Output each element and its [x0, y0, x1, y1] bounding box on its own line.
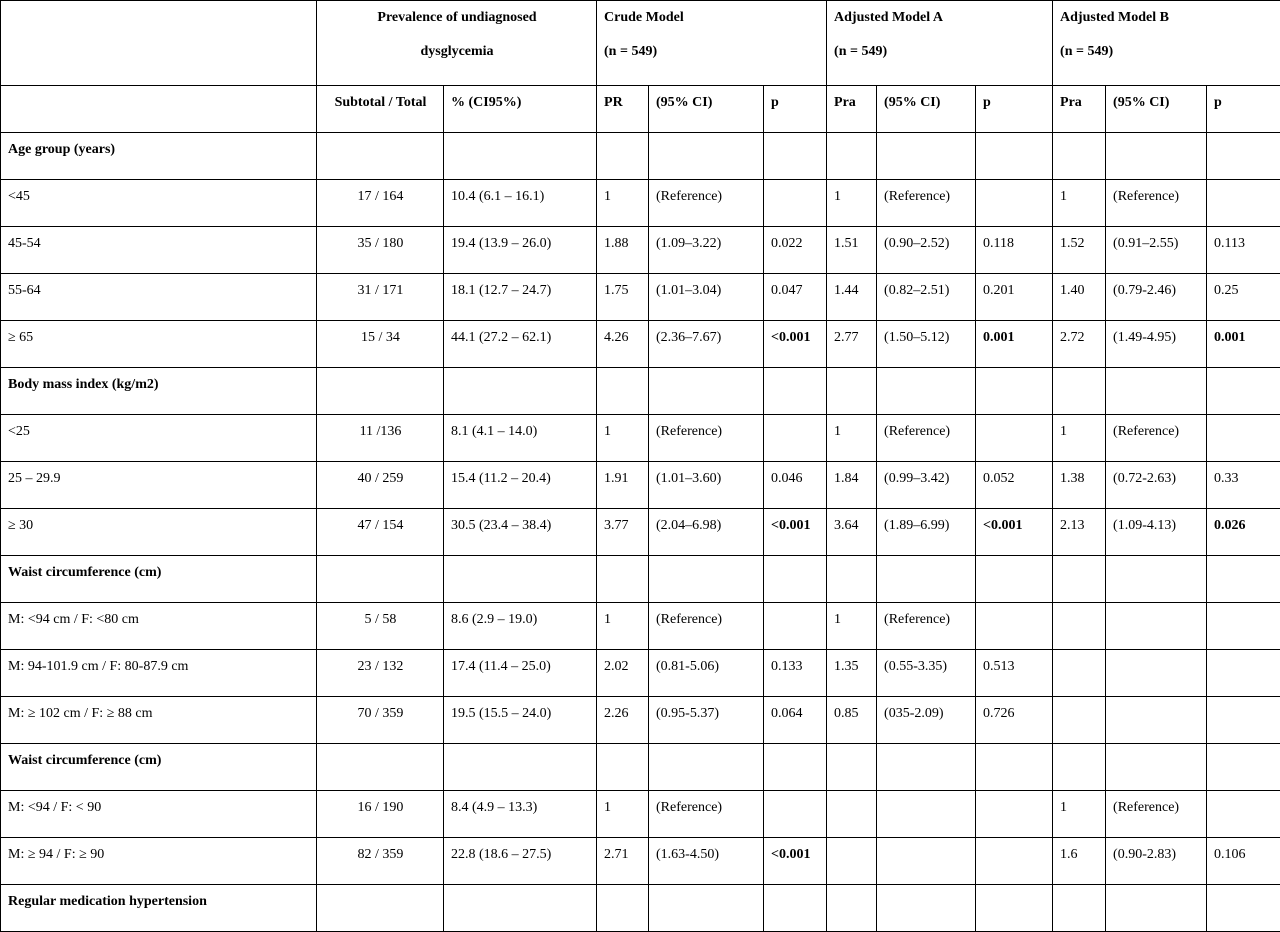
cell-subtotal-total: 23 / 132: [317, 650, 444, 697]
cell-ci-crude: [649, 368, 764, 415]
section-label: Waist circumference (cm): [1, 744, 317, 791]
cell-subtotal-total: 35 / 180: [317, 227, 444, 274]
adjusted-model-b-title: Adjusted Model B: [1060, 9, 1274, 26]
cell-pra-a: 1.84: [827, 462, 877, 509]
cell-ci-a: (Reference): [877, 180, 976, 227]
table-row: [1, 462, 1280, 509]
cell-pra-b: [1053, 697, 1106, 744]
cell-p-a: [976, 180, 1053, 227]
cell-p-a: [976, 415, 1053, 462]
section-label: Body mass index (kg/m2): [1, 368, 317, 415]
cell-ci-b: (Reference): [1106, 415, 1207, 462]
cell-pra-a: [827, 368, 877, 415]
table-row: [1, 509, 1280, 556]
cell-p-b: 0.026: [1207, 509, 1280, 556]
cell-ci-a: (Reference): [877, 415, 976, 462]
cell-p-crude: [764, 556, 827, 603]
cell-pra-b: [1053, 603, 1106, 650]
cell-subtotal-total: 70 / 359: [317, 697, 444, 744]
cell-ci-b: (0.90-2.83): [1106, 838, 1207, 885]
col-p-b: p: [1207, 86, 1280, 133]
cell-pra-a: [827, 838, 877, 885]
cell-p-b: [1207, 650, 1280, 697]
col-pra-b: Pra: [1053, 86, 1106, 133]
cell-ci-a: (1.50–5.12): [877, 321, 976, 368]
cell-ci-crude: (Reference): [649, 791, 764, 838]
cell-p-crude: [764, 415, 827, 462]
row-label: ≥ 65: [1, 321, 317, 368]
header-row-columns: [1, 86, 1280, 133]
cell-pr: 1.91: [597, 462, 649, 509]
col-ci-a: (95% CI): [877, 86, 976, 133]
table-row: [1, 415, 1280, 462]
cell-ci-crude: (0.95-5.37): [649, 697, 764, 744]
cell-p-crude: <0.001: [764, 838, 827, 885]
col-pr: PR: [597, 86, 649, 133]
cell-pra-a: 1.35: [827, 650, 877, 697]
col-ci-crude: (95% CI): [649, 86, 764, 133]
cell-pra-b: [1053, 368, 1106, 415]
prevalence-header-line1: Prevalence of undiagnosed: [324, 1, 590, 35]
row-label: 25 – 29.9: [1, 462, 317, 509]
cell-ci-crude: (1.63-4.50): [649, 838, 764, 885]
table-row: [1, 180, 1280, 227]
section-row: [1, 133, 1280, 180]
cell-p-crude: 0.133: [764, 650, 827, 697]
cell-percent-ci: 22.8 (18.6 – 27.5): [444, 838, 597, 885]
col-pra-a: Pra: [827, 86, 877, 133]
row-label: 55-64: [1, 274, 317, 321]
cell-pr: [597, 744, 649, 791]
cell-p-b: [1207, 744, 1280, 791]
cell-pr: 1.75: [597, 274, 649, 321]
cell-pra-b: [1053, 133, 1106, 180]
table-row: [1, 321, 1280, 368]
cell-ci-a: [877, 885, 976, 932]
cell-pr: 1: [597, 603, 649, 650]
cell-ci-crude: (2.04–6.98): [649, 509, 764, 556]
cell-ci-crude: [649, 556, 764, 603]
cell-p-crude: 0.022: [764, 227, 827, 274]
cell-ci-crude: [649, 744, 764, 791]
cell-pra-a: [827, 744, 877, 791]
cell-p-a: [976, 744, 1053, 791]
cell-ci-a: (035-2.09): [877, 697, 976, 744]
cell-p-b: 0.001: [1207, 321, 1280, 368]
cell-ci-crude: (Reference): [649, 603, 764, 650]
cell-ci-crude: (2.36–7.67): [649, 321, 764, 368]
cell-pra-b: 1.40: [1053, 274, 1106, 321]
cell-ci-b: [1106, 650, 1207, 697]
cell-subtotal-total: 5 / 58: [317, 603, 444, 650]
cell-p-b: [1207, 415, 1280, 462]
cell-subtotal-total: [317, 556, 444, 603]
cell-p-a: 0.052: [976, 462, 1053, 509]
cell-p-crude: [764, 744, 827, 791]
cell-subtotal-total: [317, 368, 444, 415]
cell-p-a: 0.118: [976, 227, 1053, 274]
cell-percent-ci: 19.5 (15.5 – 24.0): [444, 697, 597, 744]
adjusted-model-a-header: [827, 1, 1053, 86]
cell-pra-a: [827, 791, 877, 838]
cell-p-a: 0.201: [976, 274, 1053, 321]
crude-model-n: (n = 549): [604, 43, 820, 60]
cell-p-a: [976, 368, 1053, 415]
cell-pra-b: 1: [1053, 415, 1106, 462]
section-row: [1, 885, 1280, 932]
cell-p-crude: <0.001: [764, 509, 827, 556]
cell-ci-b: [1106, 603, 1207, 650]
row-label: <25: [1, 415, 317, 462]
section-label: Waist circumference (cm): [1, 556, 317, 603]
cell-pr: 4.26: [597, 321, 649, 368]
cell-p-a: [976, 838, 1053, 885]
cell-ci-crude: (Reference): [649, 415, 764, 462]
cell-percent-ci: 19.4 (13.9 – 26.0): [444, 227, 597, 274]
cell-pra-b: 1: [1053, 791, 1106, 838]
cell-p-a: 0.726: [976, 697, 1053, 744]
cell-ci-b: (1.49-4.95): [1106, 321, 1207, 368]
cell-ci-crude: (1.09–3.22): [649, 227, 764, 274]
section-row: [1, 744, 1280, 791]
cell-ci-a: (Reference): [877, 603, 976, 650]
cell-ci-crude: (Reference): [649, 180, 764, 227]
cell-p-b: [1207, 791, 1280, 838]
cell-p-b: [1207, 885, 1280, 932]
cell-ci-b: (Reference): [1106, 791, 1207, 838]
cell-subtotal-total: 82 / 359: [317, 838, 444, 885]
cell-pra-a: 0.85: [827, 697, 877, 744]
section-row: [1, 368, 1280, 415]
cell-p-b: [1207, 180, 1280, 227]
section-label: Regular medication hypertension: [1, 885, 317, 932]
cell-pra-b: [1053, 744, 1106, 791]
cell-p-crude: [764, 133, 827, 180]
adjusted-model-a-n: (n = 549): [834, 43, 1046, 60]
cell-pr: [597, 133, 649, 180]
cell-pr: 3.77: [597, 509, 649, 556]
cell-p-b: 0.33: [1207, 462, 1280, 509]
cell-p-crude: [764, 180, 827, 227]
cell-p-crude: [764, 791, 827, 838]
crude-model-header: [597, 1, 827, 86]
cell-pra-a: 1.44: [827, 274, 877, 321]
cell-percent-ci: 10.4 (6.1 – 16.1): [444, 180, 597, 227]
cell-ci-a: (0.99–3.42): [877, 462, 976, 509]
cell-subtotal-total: [317, 885, 444, 932]
cell-p-crude: [764, 603, 827, 650]
row-label: M: <94 cm / F: <80 cm: [1, 603, 317, 650]
cell-p-b: [1207, 133, 1280, 180]
cell-pr: 1.88: [597, 227, 649, 274]
cell-percent-ci: 8.6 (2.9 – 19.0): [444, 603, 597, 650]
cell-pra-b: 1.52: [1053, 227, 1106, 274]
col-subtotal-total: Subtotal / Total: [317, 86, 444, 133]
cell-pra-a: [827, 133, 877, 180]
cell-pr: 1: [597, 791, 649, 838]
row-label: M: 94-101.9 cm / F: 80-87.9 cm: [1, 650, 317, 697]
cell-p-a: [976, 133, 1053, 180]
cell-p-a: <0.001: [976, 509, 1053, 556]
cell-subtotal-total: 17 / 164: [317, 180, 444, 227]
cell-p-b: 0.106: [1207, 838, 1280, 885]
row-label: M: ≥ 102 cm / F: ≥ 88 cm: [1, 697, 317, 744]
cell-p-crude: <0.001: [764, 321, 827, 368]
table-row: [1, 227, 1280, 274]
cell-subtotal-total: 31 / 171: [317, 274, 444, 321]
cell-ci-a: [877, 368, 976, 415]
cell-p-b: 0.25: [1207, 274, 1280, 321]
cell-p-b: [1207, 556, 1280, 603]
cell-pra-a: 1: [827, 180, 877, 227]
adjusted-model-a-title: Adjusted Model A: [834, 9, 1046, 26]
cell-ci-b: [1106, 556, 1207, 603]
cell-p-a: [976, 885, 1053, 932]
cell-pra-b: 1.6: [1053, 838, 1106, 885]
cell-pra-b: [1053, 556, 1106, 603]
cell-p-crude: 0.064: [764, 697, 827, 744]
cell-ci-crude: (1.01–3.04): [649, 274, 764, 321]
cell-ci-crude: (0.81-5.06): [649, 650, 764, 697]
cell-ci-a: [877, 744, 976, 791]
row-label: 45-54: [1, 227, 317, 274]
cell-subtotal-total: 15 / 34: [317, 321, 444, 368]
section-label: Age group (years): [1, 133, 317, 180]
cell-subtotal-total: 40 / 259: [317, 462, 444, 509]
cell-percent-ci: [444, 556, 597, 603]
cell-ci-crude: [649, 885, 764, 932]
cell-p-crude: 0.046: [764, 462, 827, 509]
cell-ci-b: [1106, 885, 1207, 932]
cell-pr: 2.02: [597, 650, 649, 697]
cell-subtotal-total: [317, 744, 444, 791]
cell-pra-a: 3.64: [827, 509, 877, 556]
header-empty-cell: [1, 1, 317, 86]
cell-percent-ci: 8.1 (4.1 – 14.0): [444, 415, 597, 462]
cell-p-a: [976, 791, 1053, 838]
cell-ci-a: (0.82–2.51): [877, 274, 976, 321]
cell-pra-a: 1: [827, 415, 877, 462]
cell-percent-ci: 30.5 (23.4 – 38.4): [444, 509, 597, 556]
table-row: [1, 274, 1280, 321]
cell-subtotal-total: 11 /136: [317, 415, 444, 462]
cell-percent-ci: 8.4 (4.9 – 13.3): [444, 791, 597, 838]
cell-pr: 1: [597, 415, 649, 462]
cell-p-b: [1207, 603, 1280, 650]
cell-ci-a: [877, 838, 976, 885]
cell-pra-a: 1.51: [827, 227, 877, 274]
col-p-crude: p: [764, 86, 827, 133]
cell-pra-a: [827, 885, 877, 932]
cell-percent-ci: 18.1 (12.7 – 24.7): [444, 274, 597, 321]
cell-p-b: [1207, 697, 1280, 744]
col-ci-b: (95% CI): [1106, 86, 1207, 133]
crude-model-title: Crude Model: [604, 9, 820, 26]
cell-pr: [597, 556, 649, 603]
cell-ci-b: (0.79-2.46): [1106, 274, 1207, 321]
cell-p-a: [976, 556, 1053, 603]
cell-p-crude: [764, 885, 827, 932]
cell-pra-a: 1: [827, 603, 877, 650]
cell-ci-b: (0.91–2.55): [1106, 227, 1207, 274]
header-empty-cell: [1, 86, 317, 133]
cell-ci-b: (1.09-4.13): [1106, 509, 1207, 556]
cell-pra-b: 1.38: [1053, 462, 1106, 509]
cell-ci-b: (0.72-2.63): [1106, 462, 1207, 509]
cell-pr: 1: [597, 180, 649, 227]
cell-pr: [597, 368, 649, 415]
cell-ci-b: (Reference): [1106, 180, 1207, 227]
col-percent-ci: % (CI95%): [444, 86, 597, 133]
col-p-a: p: [976, 86, 1053, 133]
cell-percent-ci: 44.1 (27.2 – 62.1): [444, 321, 597, 368]
cell-p-b: 0.113: [1207, 227, 1280, 274]
prevalence-header-line2: dysglycemia: [324, 35, 590, 69]
cell-ci-b: [1106, 744, 1207, 791]
cell-pra-a: [827, 556, 877, 603]
header-row-groups: [1, 1, 1280, 86]
cell-p-a: 0.001: [976, 321, 1053, 368]
cell-percent-ci: [444, 133, 597, 180]
cell-ci-b: [1106, 133, 1207, 180]
cell-pra-b: [1053, 885, 1106, 932]
cell-p-a: [976, 603, 1053, 650]
cell-percent-ci: [444, 368, 597, 415]
cell-p-a: 0.513: [976, 650, 1053, 697]
cell-ci-a: (0.90–2.52): [877, 227, 976, 274]
cell-pr: 2.26: [597, 697, 649, 744]
cell-ci-b: [1106, 368, 1207, 415]
cell-percent-ci: [444, 885, 597, 932]
cell-percent-ci: 15.4 (11.2 – 20.4): [444, 462, 597, 509]
cell-ci-crude: [649, 133, 764, 180]
cell-p-crude: [764, 368, 827, 415]
adjusted-model-b-n: (n = 549): [1060, 43, 1274, 60]
table-row: [1, 838, 1280, 885]
cell-subtotal-total: 16 / 190: [317, 791, 444, 838]
cell-pra-b: 2.13: [1053, 509, 1106, 556]
cell-percent-ci: 17.4 (11.4 – 25.0): [444, 650, 597, 697]
row-label: <45: [1, 180, 317, 227]
cell-p-b: [1207, 368, 1280, 415]
cell-pra-b: 2.72: [1053, 321, 1106, 368]
section-row: [1, 556, 1280, 603]
cell-pra-a: 2.77: [827, 321, 877, 368]
table-row: [1, 791, 1280, 838]
prevalence-header: [317, 1, 597, 86]
row-label: ≥ 30: [1, 509, 317, 556]
cell-percent-ci: [444, 744, 597, 791]
cell-ci-a: [877, 556, 976, 603]
cell-ci-a: [877, 133, 976, 180]
table-row: [1, 603, 1280, 650]
cell-ci-a: [877, 791, 976, 838]
cell-pra-b: [1053, 650, 1106, 697]
cell-ci-a: (1.89–6.99): [877, 509, 976, 556]
row-label: M: <94 / F: < 90: [1, 791, 317, 838]
cell-ci-crude: (1.01–3.60): [649, 462, 764, 509]
cell-pr: [597, 885, 649, 932]
cell-pr: 2.71: [597, 838, 649, 885]
cell-p-crude: 0.047: [764, 274, 827, 321]
cell-pra-b: 1: [1053, 180, 1106, 227]
row-label: M: ≥ 94 / F: ≥ 90: [1, 838, 317, 885]
table-row: [1, 697, 1280, 744]
adjusted-model-b-header: [1053, 1, 1280, 86]
cell-ci-b: [1106, 697, 1207, 744]
table-row: [1, 650, 1280, 697]
cell-subtotal-total: 47 / 154: [317, 509, 444, 556]
cell-subtotal-total: [317, 133, 444, 180]
cell-ci-a: (0.55-3.35): [877, 650, 976, 697]
